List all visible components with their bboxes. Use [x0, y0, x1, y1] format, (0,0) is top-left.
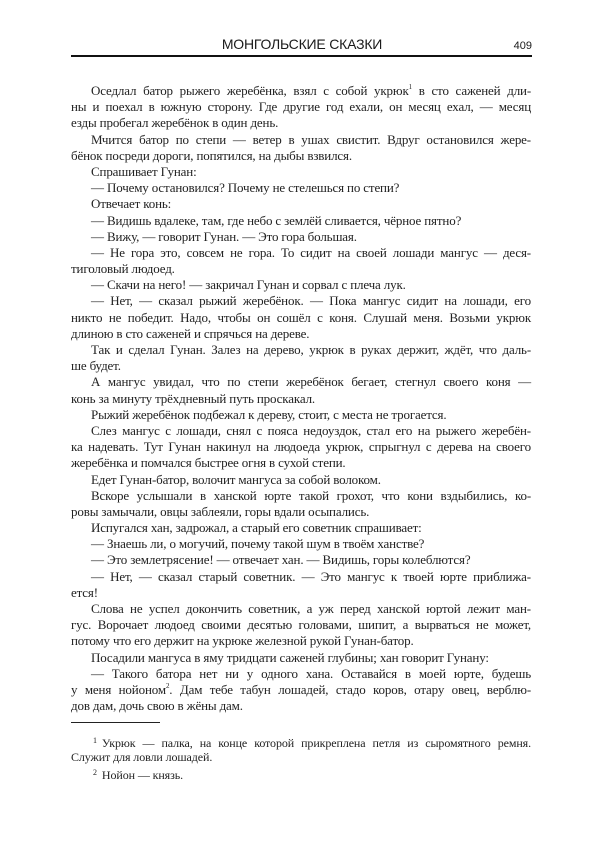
line-text: тиголовый людоед.: [71, 261, 175, 277]
text-line: [71, 358, 531, 374]
line-text: гус. Ворочает людоед своими десятью головами, шипит, а вырваться не может,: [71, 617, 531, 633]
text-line: [71, 245, 531, 261]
text-line: [71, 83, 531, 99]
line-text: ровы замычали, овцы заблеяли, горы вдали осыпались.: [71, 503, 370, 519]
footnote-text: Нойон — князь.: [101, 768, 184, 782]
text-line: [71, 293, 531, 309]
text-line: [71, 472, 531, 488]
text-line: [71, 504, 531, 520]
text-line: [71, 374, 531, 390]
line-text: Спрашивает Гунан:: [91, 163, 197, 179]
text-line: [71, 115, 531, 131]
line-text: никто не победит. Надо, чтобы он сошёл с коня. Слушай меня. Возьми укрюк: [71, 309, 531, 325]
text-line: [71, 132, 531, 148]
line-text: . Дам тебе табун лошадей, стадо коров, отару овец, верблю-: [169, 681, 532, 697]
text-line: [71, 650, 531, 666]
footnote-line: [71, 733, 531, 749]
text-line: [71, 229, 531, 245]
text-line: [71, 520, 531, 536]
text-line: [71, 536, 531, 552]
line-text: дов дам, дочь свою в жёны дам.: [71, 698, 243, 714]
line-text: Рыжий жеребёнок подбежал к дереву, стоит, с места не трогается.: [91, 406, 447, 422]
line-text: длиною в сто саженей и спрячься на дереве.: [71, 325, 310, 341]
text-line: [71, 148, 531, 164]
text-line: [71, 99, 531, 115]
footnote-separator: [71, 722, 160, 723]
line-text: жеребёнка и помчался быстрее огня в сухой степи.: [71, 455, 346, 471]
text-line: [71, 617, 531, 633]
line-text: в сто саженей дли-: [411, 83, 532, 98]
line-text: — Почему остановился? Почему не стелешься по степи?: [91, 180, 400, 196]
line-text: езды пробегал жеребёнок в один день.: [71, 115, 279, 131]
line-text: Так и сделал Гунан. Залез на дерево, укрюк в руках держит, ждёт, что даль-: [91, 342, 531, 357]
line-text: А мангус увидал, что по степи жеребёнок бегает, стегнул своего коня —: [91, 374, 531, 390]
line-text: потому что его держит на укрюке железной рукой Гунан-батор.: [71, 633, 414, 649]
line-text: Отвечает конь:: [91, 196, 172, 212]
text-line: [71, 261, 531, 277]
text-line: [71, 407, 531, 423]
footnote-line: [71, 749, 531, 765]
header-rule: [71, 55, 532, 57]
line-text: — Видишь вдалеке, там, где небо с землёй сливается, чёрное пятно?: [91, 212, 462, 228]
footnote-number: 2: [93, 768, 97, 777]
text-line: [71, 601, 531, 617]
footnote-text: Служит для ловли лошадей.: [71, 750, 213, 764]
text-line: [71, 552, 531, 568]
line-text: — Такого батора нет ни у одного хана. Оставайся в моей юрте, будешь: [91, 665, 531, 681]
text-line: [71, 391, 531, 407]
line-text: у меня нойоном: [71, 681, 166, 697]
text-line: [71, 439, 531, 455]
text-line: [71, 342, 531, 358]
line-text: — Нет, — сказал старый советник. — Это мангус к твоей юрте приближа-: [91, 568, 531, 584]
line-text: ется!: [71, 584, 98, 600]
text-line: [71, 310, 531, 326]
footnote-reference: 1: [408, 83, 412, 91]
text-line: [71, 423, 531, 439]
line-text: — Не гора это, совсем не гора. То сидит на своей лошади мангус — деся-: [91, 244, 531, 260]
text-line: [71, 585, 531, 601]
text-line: [71, 455, 531, 471]
line-text: бёнок посреди дороги, попятился, на дыбы взвился.: [71, 147, 352, 163]
text-line: [71, 326, 531, 342]
text-line: [71, 213, 531, 229]
line-text: — Нет, — сказал рыжий жеребёнок. — Пока мангус сидит на лошади, его: [91, 293, 531, 309]
footnote-text: Укрюк — палка, на конце которой прикреплена петля из сыромятного ремня.: [101, 736, 531, 750]
line-text: Посадили мангуса в яму тридцати саженей глубины; хан говорит Гунану:: [91, 649, 489, 665]
line-text: Вскоре услышали в ханской юрте такой грохот, что кони вздыбились, ко-: [91, 487, 531, 503]
book-title: МОНГОЛЬСКИЕ СКАЗКИ: [221, 36, 383, 52]
text-line: [71, 698, 531, 714]
text-line: [71, 682, 531, 698]
text-line: [71, 196, 531, 212]
text-line: [71, 180, 531, 196]
line-text: Мчится батор по степи — ветер в ушах свистит. Вдруг остановился жере-: [91, 131, 531, 147]
footnote-number: 1: [93, 736, 97, 745]
line-text: Слез мангус с лошади, снял с пояса недоуздок, стал его на рыжего жеребён-: [91, 422, 531, 438]
text-line: [71, 488, 531, 504]
footnote-reference: 2: [165, 681, 170, 690]
line-text: ны и поехал в южную сторону. Где другие год ехали, он месяц ехал, — месяц: [71, 99, 531, 115]
line-text: — Вижу, — говорит Гунан. — Это гора большая.: [91, 228, 357, 244]
line-text: ка надевать. Тут Гунан накинул на людоеда укрюк, спрыгнул с дерева на своего: [71, 439, 531, 455]
line-text: конь за минуту трёхдневный путь проскакал.: [71, 390, 316, 406]
page-number: 409: [513, 40, 532, 52]
line-text: — Знаешь ли, о могучий, почему такой шум в твоём ханстве?: [91, 536, 425, 552]
line-text: Оседлал батор рыжего жеребёнка, взял с собой укрюк: [91, 83, 409, 98]
line-text: — Это землетрясение! — отвечает хан. — Видишь, горы колеблются?: [91, 552, 471, 568]
line-text: — Скачи на него! — закричал Гунан и сорвал с плеча лук.: [91, 277, 406, 293]
line-text: Слова не успел докончить советник, а уж перед ханской юртой лежит ман-: [91, 601, 531, 616]
body-text: [71, 83, 531, 714]
line-text: Едет Гунан-батор, волочит мангуса за собой волоком.: [91, 471, 381, 487]
text-line: [71, 164, 531, 180]
line-text: ше будет.: [71, 358, 121, 374]
text-line: [71, 666, 531, 682]
line-text: Испугался хан, задрожал, а старый его советник спрашивает:: [91, 520, 422, 536]
text-line: [71, 633, 531, 649]
text-line: [71, 277, 531, 293]
footnote-line: [71, 765, 531, 781]
footnotes: [71, 733, 531, 781]
text-line: [71, 569, 531, 585]
